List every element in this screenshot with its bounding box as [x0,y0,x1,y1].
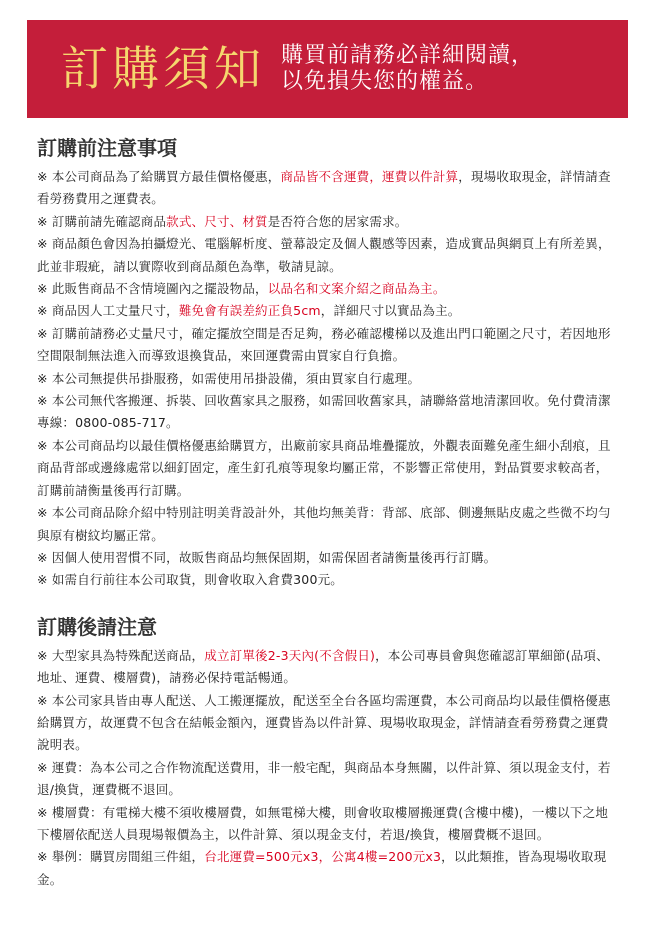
note-item [37,547,617,569]
section-title: 訂購後請注意 [37,614,157,639]
note-item [37,802,617,847]
section-title: 訂購前注意事項 [37,136,177,160]
note-text: ※ 此販售商品不含情境圖內之擺設物品， [37,281,268,297]
notes-list [37,645,617,891]
note-text: ※ 舉例：購買房間組三件組， [37,849,205,865]
note-item [37,278,617,300]
note-text: 是否符合您的居家需求。 [267,213,408,229]
note-text: ※ 商品因人工丈量尺寸， [37,303,179,319]
note-item [37,569,617,591]
note-text: ※ 商品顏色會因為拍攝燈光、電腦解析度、螢幕設定及個人觀感等因素，造成實品與網頁上有所差異，此並非瑕疵，請以實際收到商品顏色為準，敬請見諒。 [37,236,611,274]
highlight-text: 款式、尺寸、材質 [166,213,268,229]
note-text: ※ 本公司商品均以最佳價格優惠給購買方，出廠前家具商品堆疊擺放，外觀表面難免產生細小刮痕，且商品背部或邊緣處常以細釘固定，產生釘孔痕等現象均屬正常，不影響正常使用，對品質要求較高者，訂購前請衡量後再行訂購。 [37,437,611,498]
note-item [37,323,617,368]
banner-subtitle-line-1: 購買前請務必詳細閱讀， [281,43,535,68]
banner-title: 訂購須知 [61,41,265,97]
highlight-text: 台北運費=500元x3，公寓4樓=200元x3 [204,849,442,865]
header-banner [27,20,628,118]
note-text: ※ 如需自行前往本公司取貨，則會收取入倉費300元。 [37,572,344,588]
note-text: ※ 本公司家具皆由專人配送、人工搬運擺放，配送至全台各區均需運費，本公司商品均以最佳價格優惠給購買方，故運費不包含在結帳金額內，運費皆為以件計算、現場收取現金，詳情請查看勞務費之運費說明表。 [37,692,611,753]
note-text: ，以此類推，皆為現場收取現金。 [37,849,607,887]
note-item [37,757,617,802]
note-text: ※ 因個人使用習慣不同，故販售商品均無保固期，如需保固者請衡量後再行訂購。 [37,549,497,565]
note-item [37,368,617,390]
note-text: ※ 樓層費：有電梯大樓不須收樓層費，如無電梯大樓，則會收取樓層搬運費(含樓中樓)，一樓以下之地下樓層依配送人員現場報價為主，以件計算、須以現金支付，若退/換貨，樓層費概不退回。 [37,804,609,842]
note-text: ，現場收取現金，詳情請查看勞務費用之運費表。 [37,169,611,207]
note-item [37,300,617,322]
note-item [37,846,617,891]
note-item [37,435,617,502]
note-item [37,690,617,757]
note-item [37,502,617,547]
banner-subtitle [281,43,534,95]
highlight-text: 以品名和文案介紹之商品為主。 [267,281,446,297]
pre-order-notes-section [37,135,617,592]
highlight-text: 商品皆不含運費，運費以件計算 [280,169,459,184]
note-text: ※ 大型家具為特殊配送商品， [37,647,205,663]
post-order-notes-section [37,614,617,891]
note-item [37,211,617,233]
note-text: ※ 訂購前請先確認商品 [37,213,167,229]
note-text: ，詳細尺寸以實品為主。 [320,303,461,319]
banner-subtitle-line-2: 以免損失您的權益。 [281,69,489,94]
note-text: ※ 本公司商品除介紹中特別註明美背設計外，其他均無美背：背部、底部、側邊無貼皮處之些微不均勻與原有樹紋均屬正常。 [37,505,611,543]
note-item [37,390,617,435]
note-text: ※ 本公司無代客搬運、拆裝、回收舊家具之服務，如需回收舊家具，請聯絡當地清潔回收。免付費清潔專線：0800-085-717。 [37,393,611,431]
note-item [37,233,617,278]
highlight-text: 成立訂單後2-3天內(不含假日) [204,647,376,663]
highlight-text: 難免會有誤差約正負5cm [178,303,321,319]
note-text: ※ 本公司無提供吊掛服務，如需使用吊掛設備，須由買家自行處理。 [37,370,421,386]
note-text: ※ 訂購前請務必丈量尺寸，確定擺放空間是否足夠，務必確認樓梯以及進出門口範圍之尺寸，若因地形空間限制無法進入而導致退換貨品，來回運費需由買家自行負擔。 [37,325,611,364]
notice-content [37,135,617,891]
note-text: ，本公司專員會與您確認訂單細節(品項、地址、運費、樓層費)，請務必保持電話暢通。 [37,647,609,686]
note-text: ※ 運費：為本公司之合作物流配送費用，非一般宅配，與商品本身無關，以件計算、須以現金支付，若退/換貨，運費概不退回。 [37,759,611,798]
note-item [37,645,617,690]
note-text: ※ 本公司商品為了給購買方最佳價格優惠， [37,169,281,184]
notes-list [37,166,617,592]
note-item [37,166,617,211]
